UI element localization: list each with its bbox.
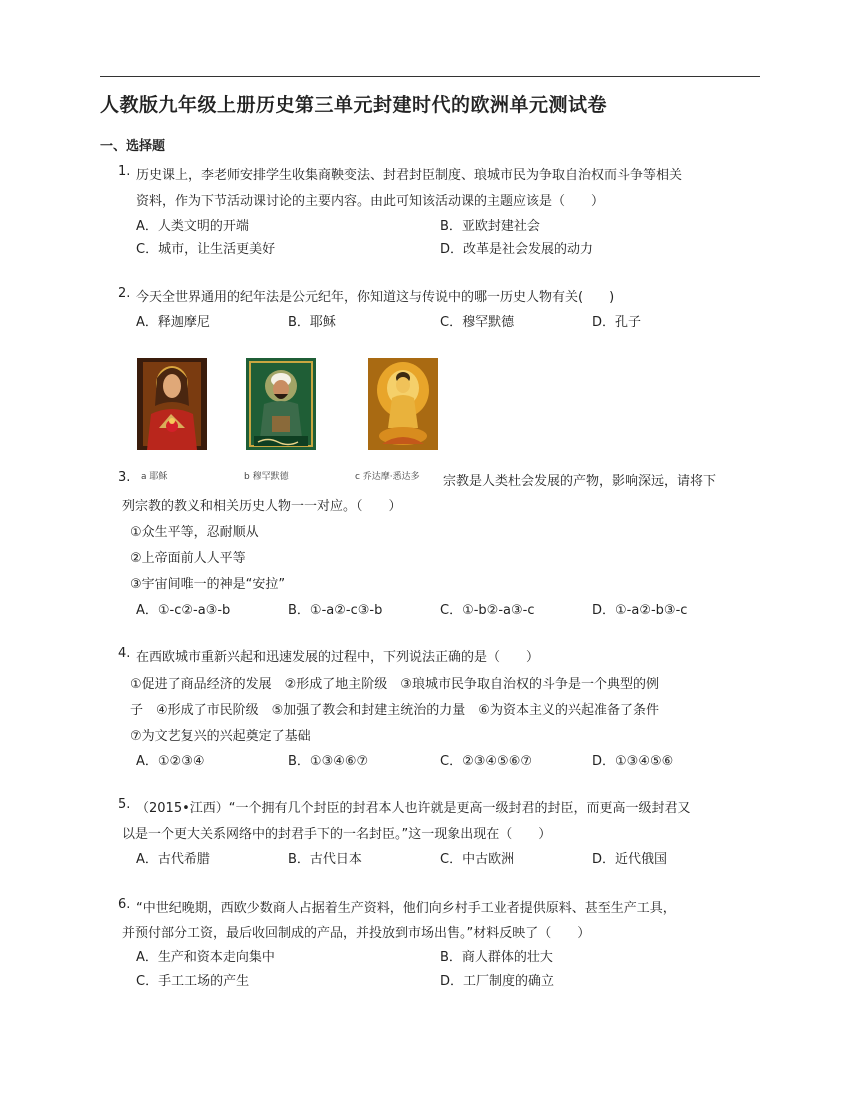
option-c[interactable]: C．中古欧洲 [440, 852, 515, 867]
top-rule [100, 76, 760, 77]
image-caption-b: b 穆罕默德 [244, 472, 289, 482]
question-text-line: 并预付部分工资，最后收回制成的产品，并投放到市场出售。”材料反映了（ ） [122, 926, 591, 941]
option-d[interactable]: D．①③④⑤⑥ [592, 754, 674, 769]
image-caption-a: a 耶稣 [141, 472, 168, 482]
question-text-line: 今天全世界通用的纪年法是公元纪年，你知道这与传说中的哪一历史人物有关( ) [136, 290, 615, 305]
option-a[interactable]: A．生产和资本走向集中 [136, 950, 275, 965]
statement-1: ①众生平等，忍耐顺从 [130, 525, 259, 540]
question-number: 3. [118, 470, 131, 485]
question-text-line: 历史课上，李老师安排学生收集商鞅变法、封君封臣制度、琅城市民为争取自治权而斗争等相关 [136, 168, 683, 183]
option-a[interactable]: A．①-c②-a③-b [136, 603, 231, 618]
option-d[interactable]: D．①-a②-b③-c [592, 603, 688, 618]
option-c[interactable]: C．穆罕默德 [440, 315, 515, 330]
option-c[interactable]: C．城市，让生活更美好 [136, 242, 276, 257]
question-text-line: 以是一个更大关系网络中的封君手下的一名封臣。”这一现象出现在（ ） [122, 827, 552, 842]
option-b[interactable]: B．①③④⑥⑦ [288, 754, 369, 769]
section-heading: 一、选择题 [100, 139, 166, 154]
muhammad-image [246, 358, 316, 450]
question-number: 4. [118, 646, 131, 661]
option-a[interactable]: A．①②③④ [136, 754, 205, 769]
option-a[interactable]: A．人类文明的开端 [136, 219, 249, 234]
option-c[interactable]: C．①-b②-a③-c [440, 603, 535, 618]
option-d[interactable]: D．孔子 [592, 315, 642, 330]
option-d[interactable]: D．改革是社会发展的动力 [440, 242, 594, 257]
option-b[interactable]: B．亚欧封建社会 [440, 219, 540, 234]
question-text-line: 宗教是人类杜会发展的产物，影响深远，请将下 [443, 474, 717, 489]
option-b[interactable]: B．耶稣 [288, 315, 336, 330]
buddha-image [368, 358, 438, 450]
question-text-line: ⑦为文艺复兴的兴起奠定了基础 [130, 729, 311, 744]
question-text-line: 在西欧城市重新兴起和迅速发展的过程中，下列说法正确的是（ ） [136, 650, 540, 665]
question-text-line: 列宗教的教义和相关历史人物一一对应。（ ） [122, 499, 402, 514]
question-text-line: 资料，作为下节活动课讨论的主要内容。由此可知该活动课的主题应该是（ ） [136, 194, 605, 209]
question-number: 6. [118, 897, 131, 912]
page-title: 人教版九年级上册历史第三单元封建时代的欧洲单元测试卷 [100, 94, 608, 116]
option-c[interactable]: C．手工工场的产生 [136, 974, 250, 989]
question-text-line: ①促进了商品经济的发展 ②形成了地主阶级 ③琅城市民争取自治权的斗争是一个典型的例 [130, 677, 659, 692]
option-a[interactable]: A．古代希腊 [136, 852, 210, 867]
question-text-line: “中世纪晚期，西欧少数商人占据着生产资料，他们向乡村手工业者提供原料、甚至生产工具， [136, 901, 676, 916]
option-b[interactable]: B．①-a②-c③-b [288, 603, 383, 618]
option-b[interactable]: B．商人群体的壮大 [440, 950, 553, 965]
statement-3: ③宇宙间唯一的神是“安拉” [130, 577, 286, 592]
question-text-line: 子 ④形成了市民阶级 ⑤加强了教会和封建主统治的力量 ⑥为资本主义的兴起准备了条件 [130, 703, 659, 718]
option-a[interactable]: A．释迦摩尼 [136, 315, 210, 330]
option-d[interactable]: D．近代俄国 [592, 852, 668, 867]
option-b[interactable]: B．古代日本 [288, 852, 362, 867]
option-d[interactable]: D．工厂制度的确立 [440, 974, 555, 989]
jesus-image [137, 358, 207, 450]
question-number: 2. [118, 286, 131, 301]
statement-2: ②上帝面前人人平等 [130, 551, 246, 566]
question-number: 5. [118, 797, 131, 812]
question-number: 1. [118, 164, 131, 179]
image-caption-c: c 乔达摩·悉达多 [355, 472, 420, 482]
question-text-line: （2015•江西）“一个拥有几个封臣的封君本人也许就是更高一级封君的封臣，而更高一级封君又 [136, 801, 691, 816]
option-c[interactable]: C．②③④⑤⑥⑦ [440, 754, 533, 769]
